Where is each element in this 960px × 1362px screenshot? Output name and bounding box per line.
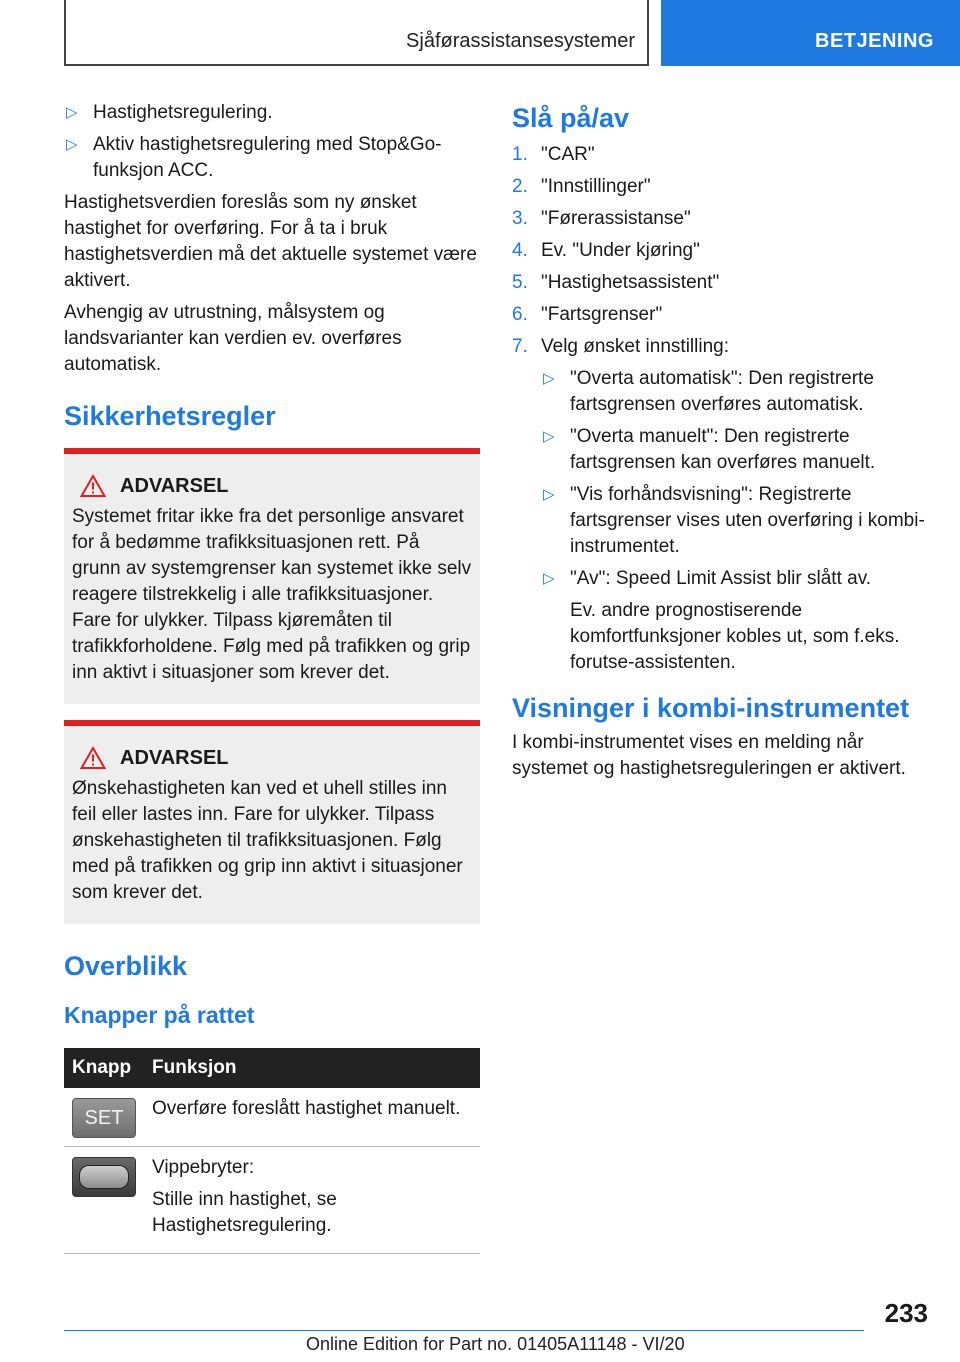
list-item: ▷ "Vis forhåndsvisning": Registrerte fartsgrenser vises uten overføring i kombi-instrumentet. bbox=[543, 484, 925, 557]
footer-edition: Online Edition for Part no. 01405A11148 - VI/20 bbox=[306, 1334, 685, 1354]
footer-divider bbox=[64, 1330, 864, 1331]
left-column bbox=[64, 100, 480, 1254]
paragraph-cluster-display: I kombi-instrumentet vises en melding når systemet og hastighetsreguleringen er aktivert. bbox=[512, 732, 906, 779]
heading-cluster-display: Visninger i kombi-instrumentet bbox=[512, 693, 910, 723]
warning-triangle-icon bbox=[80, 474, 106, 498]
warning-label: ADVARSEL bbox=[120, 474, 229, 497]
function-text: Stille inn hastighet, se Hastighetsregulering. bbox=[152, 1189, 337, 1236]
heading-safety: Sikkerhetsregler bbox=[64, 401, 276, 431]
column-header-function: Funksjon bbox=[144, 1048, 480, 1088]
warning-triangle-icon bbox=[80, 746, 106, 770]
triangle-bullet-icon: ▷ bbox=[543, 428, 555, 445]
intro-bullets bbox=[64, 100, 480, 184]
triangle-bullet-icon: ▷ bbox=[66, 136, 78, 153]
warning-header bbox=[72, 474, 472, 498]
heading-steering-buttons: Knapper på rattet bbox=[64, 1002, 255, 1028]
triangle-bullet-icon: ▷ bbox=[66, 104, 78, 121]
steps-list bbox=[512, 142, 932, 676]
warning-header bbox=[72, 746, 472, 770]
list-item: ▷ "Overta automatisk": Den registrerte fartsgrensen overføres automatisk. bbox=[543, 368, 874, 415]
warning-text: Ønskehastigheten kan ved et uhell stilles inn feil eller lastes inn. Fare for ulykker. Tilpass ønskehastigheten til trafikksituasjonen. Følg med på trafikken og grip inn aktivt i situasjoner som krever det. bbox=[72, 778, 463, 903]
chapter-tab-label: BETJENING bbox=[815, 30, 934, 52]
list-item: 7. Velg ønsket innstilling: ▷ "Overta automatisk": Den registrerte fartsgrensen overføres automatisk. ▷ "Overta manuelt": Den registrerte fartsgrensen kan overføres manuelt. ▷ "Vis forhåndsvisning": Registrerte fartsgrenser vises uten overføring i kombi-instrumentet. ▷ "Av": Speed Limit Assist blir slått av. Ev. andre prognostiserende komfortfunksjoner kobles ut, som f.eks. forutse-assistenten. bbox=[512, 334, 932, 676]
list-item: 5. "Hastighetsassistent" bbox=[512, 272, 720, 293]
list-item: 1. "CAR" bbox=[512, 144, 595, 165]
table-row bbox=[64, 1147, 480, 1254]
list-item: 6. "Fartsgrenser" bbox=[512, 304, 663, 325]
list-item: ▷ Hastighetsregulering. bbox=[64, 100, 480, 126]
column-header-button: Knapp bbox=[64, 1048, 144, 1088]
triangle-bullet-icon: ▷ bbox=[543, 370, 555, 387]
buttons-table bbox=[64, 1048, 480, 1254]
list-item: 3. "Førerassistanse" bbox=[512, 208, 691, 229]
warning-text: Systemet fritar ikke fra det personlige ansvaret for å bedømme trafikksituasjonen rett. På grunn av systemgrenser kan systemet ikke selv reagere tilstrekkelig i alle trafikksituasjoner. Fare for ulykker. Tilpass kjøremåten til trafikkforholdene. Følg med på trafikken og grip inn aktivt i situasjoner som krever det. bbox=[72, 506, 472, 683]
warning-box bbox=[64, 720, 480, 924]
chapter-tab[interactable] bbox=[661, 0, 960, 66]
table-row bbox=[64, 1088, 480, 1147]
paragraph-speed-value: Hastighetsverdien foreslås som ny ønsket hastighet for overføring. For å ta i bruk hastighetsverdien må det aktuelle systemet være aktivert. bbox=[64, 192, 477, 291]
list-item: ▷ "Av": Speed Limit Assist blir slått av. Ev. andre prognostiserende komfortfunksjoner kobles ut, som f.eks. forutse-assistenten. bbox=[541, 566, 932, 676]
triangle-bullet-icon: ▷ bbox=[543, 486, 555, 503]
list-item: 4. Ev. "Under kjøring" bbox=[512, 240, 700, 261]
function-text: Overføre foreslått hastighet manuelt. bbox=[152, 1098, 461, 1119]
right-column bbox=[512, 100, 932, 788]
list-item: ▷ "Overta manuelt": Den registrerte fartsgrensen kan overføres manuelt. bbox=[543, 426, 876, 473]
options-note: Ev. andre prognostiserende komfortfunksjoner kobles ut, som f.eks. forutse-assistenten. bbox=[570, 600, 900, 673]
list-item: ▷ Aktiv hastighetsregulering med Stop&Go-funksjon ACC. bbox=[66, 134, 442, 181]
warning-label: ADVARSEL bbox=[120, 746, 229, 769]
warning-box bbox=[64, 448, 480, 704]
heading-overview: Overblikk bbox=[64, 951, 188, 981]
list-item: 2. "Innstillinger" bbox=[512, 176, 651, 197]
rocker-switch-icon bbox=[72, 1157, 136, 1197]
triangle-bullet-icon: ▷ bbox=[543, 570, 555, 587]
section-title: Sjåførassistansesystemer bbox=[406, 30, 635, 52]
page-number: 233 bbox=[884, 1298, 928, 1328]
heading-on-off: Slå på/av bbox=[512, 103, 630, 133]
function-title: Vippebryter: bbox=[152, 1157, 255, 1178]
paragraph-equipment: Avhengig av utrustning, målsystem og landsvarianter kan verdien ev. overføres automatisk. bbox=[64, 302, 402, 375]
header-frame bbox=[64, 0, 649, 66]
set-button-icon: SET bbox=[72, 1098, 136, 1138]
table-header-row bbox=[64, 1048, 480, 1088]
options-list bbox=[541, 366, 932, 676]
